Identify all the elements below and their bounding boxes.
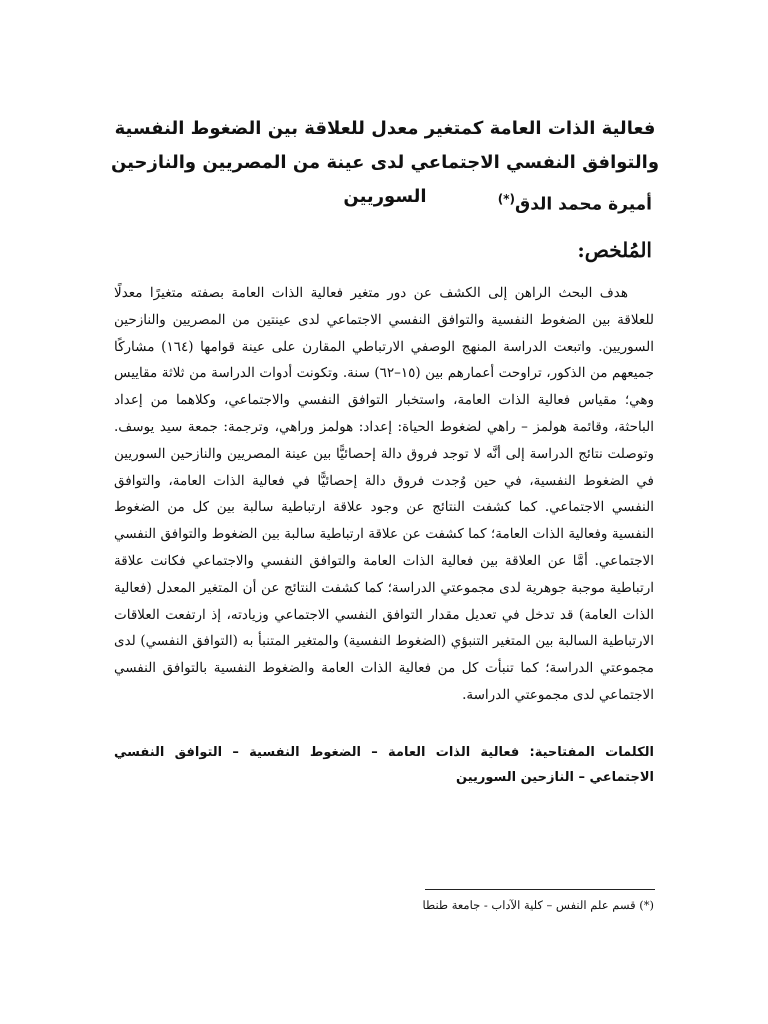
- abstract-body: [114, 280, 654, 709]
- abstract-heading: المُلخص:: [577, 238, 652, 262]
- author-line: [498, 192, 652, 215]
- footnote: (*) قسم علم النفس – كلية الآداب - جامعة طنطا: [422, 898, 654, 912]
- abstract-text: هدف البحث الراهن إلى الكشف عن دور متغير فعالية الذات العامة بصفته متغيرًا معدلًا للعلاقة بين الضغوط النفسية والتوافق النفسي الاجتماعي لدى عينتين من المصريين والنازحين السوريين. واتبعت الدراسة المنهج الوصفي الارتباطي المقارن على عينة قوامها (١٦٤) مشاركًا جميعهم من الذكور، تراوحت أعمارهم بين (١٥–٦٢) سنة. وتكونت أدوات الدراسة من ثلاثة مقاييس وهي؛ مقياس فعالية الذات العامة، واستخبار التوافق النفسي والاجتماعي، وكلاهما من إعداد الباحثة، وقائمة هولمز – راهي لضغوط الحياة: إعداد: هولمز وراهي، وترجمة: جمعة سيد يوسف. وتوصلت نتائج الدراسة إلى أنَّه لا توجد فروق دالة إحصائيًّا بين عينة المصريين والنازحين السوريين في الضغوط النفسية، في حين وُجدت فروق دالة إحصائيًّا في فعالية الذات العامة، والتوافق النفسي الاجتماعي. كما كشفت النتائج عن وجود علاقة ارتباطية سالبة بين كل من الضغوط النفسية وفعالية الذات العامة؛ كما كشفت عن علاقة ارتباطية سالبة بين الضغوط والتوافق النفسي الاجتماعي. أمَّا عن العلاقة بين فعالية الذات العامة والتوافق النفسي والاجتماعي فكانت علاقة ارتباطية موجبة جوهرية لدى مجموعتي الدراسة؛ كما كشفت النتائج عن أن المتغير المعدل (فعالية الذات العامة) قد تدخل في تعديل مقدار التوافق النفسي الاجتماعي وزيادته، إذ ارتفعت العلاقات الارتباطية السالبة بين المتغير التنبؤي (الضغوط النفسية) والمتغير المتنبأ به (التوافق النفسي) لدى مجموعتي الدراسة؛ كما تنبأت كل من فعالية الذات العامة والضغوط النفسية بالتوافق النفسي الاجتماعي لدى مجموعتي الدراسة.: [114, 285, 655, 703]
- keywords: [114, 740, 654, 790]
- keywords-text: فعالية الذات العامة – الضغوط النفسية – التوافق النفسي الاجتماعي – النازحين السوريين: [114, 745, 654, 785]
- footnote-divider: [425, 889, 655, 890]
- author-name: أميرة محمد الدق: [515, 194, 652, 215]
- keywords-label: الكلمات المفتاحية:: [529, 745, 655, 760]
- author-footnote-marker: (*): [497, 192, 516, 206]
- paper-title: فعالية الذات العامة كمتغير معدل للعلاقة بين الضغوط النفسية والتوافق النفسي الاجتماعي لدى عينة من المصريين والنازحين السوريين: [110, 118, 660, 207]
